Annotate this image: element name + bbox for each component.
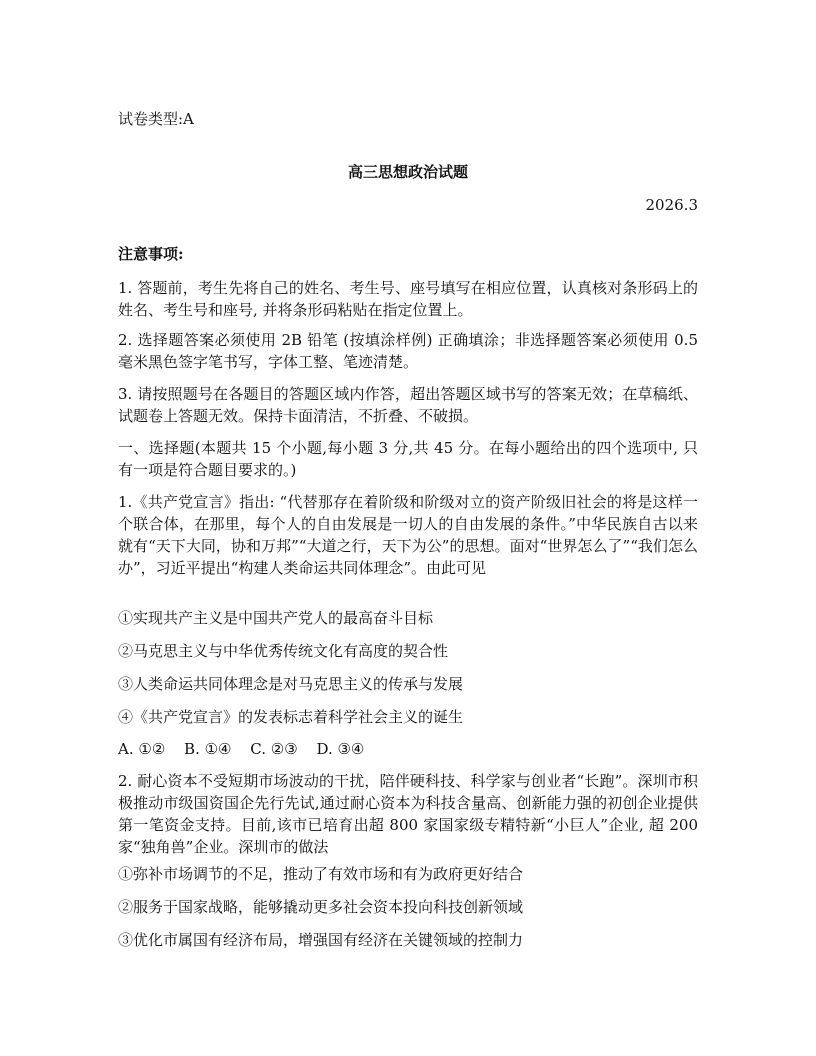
page-title: 高三思想政治试题 [347, 163, 468, 181]
question-1-statement-2: ②马克思主义与中华优秀传统文化有高度的契合性 [118, 642, 449, 660]
question-1-statement-3: ③人类命运共同体理念是对马克思主义的传承与发展 [118, 675, 464, 693]
notice-item-2: 2. 选择题答案必须使用 2B 铅笔 (按填涂样例) 正确填涂；非选择题答案必须使用 0.5 毫米黑色签字笔书写，字体工整、笔迹清楚。 [118, 331, 698, 371]
question-1-option-a: A. ①② [118, 740, 166, 758]
question-1-statement-1: ①实现共产主义是中国共产党人的最高奋斗目标 [118, 609, 434, 627]
question-2-statement-3: ③优化市属国有经济布局，增强国有经济在关键领域的控制力 [118, 931, 524, 949]
question-2-stem: 2. 耐心资本不受短期市场波动的干扰，陪伴硬科技、科学家与创业者“长跑”。深圳市积极推动市级国资国企先行先试,通过耐心资本为科技含量高、创新能力强的初创企业提供第一笔资金支持。目前,该市已培育出超 800 家国家级专精特新“小巨人”企业, 超 200 家“独角兽”企业。深圳市的做法 [118, 772, 698, 856]
section-intro: 一、选择题(本题共 15 个小题,每小题 3 分,共 45 分。在每小题给出的四个选项中, 只有一项是符合题目要求的。) [118, 439, 698, 479]
paper-type: 试卷类型:A [118, 110, 194, 128]
question-1-option-b: B. ①④ [184, 740, 232, 758]
question-2-statement-1: ①弥补市场调节的不足，推动了有效市场和有为政府更好结合 [118, 865, 524, 883]
notice-item-3: 3. 请按照题号在各题目的答题区域内作答，超出答题区域书写的答案无效；在草稿纸、 试题卷上答题无效。保持卡面清洁，不折叠、不破损。 [118, 385, 698, 425]
exam-date: 2026.3 [645, 196, 698, 214]
notice-heading: 注意事项: [118, 245, 184, 263]
question-2-statement-2: ②服务于国家战略，能够撬动更多社会资本投向科技创新领域 [118, 898, 524, 916]
question-1-options [118, 738, 698, 760]
notice-item-1: 1. 答题前，考生先将自己的姓名、考生号、座号填写在相应位置，认真核对条形码上的姓名、考生号和座号, 并将条形码粘贴在指定位置上。 [118, 279, 698, 319]
question-1-statement-4: ④《共产党宣言》的发表标志着科学社会主义的诞生 [118, 708, 464, 726]
question-1-option-d: D. ③④ [316, 740, 365, 758]
question-1-stem: 1.《共产党宣言》指出: “代替那存在着阶级和阶级对立的资产阶级旧社会的将是这样一个联合体，在那里，每个人的自由发展是一切人的自由发展的条件。”中华民族自古以来就有“天下大同，协和万邦”“大道之行，天下为公”的思想。面对“世界怎么了”“我们怎么办”，习近平提出“构建人类命运共同体理念”。由此可见 [118, 493, 698, 577]
question-1-option-c: C. ②③ [250, 740, 298, 758]
